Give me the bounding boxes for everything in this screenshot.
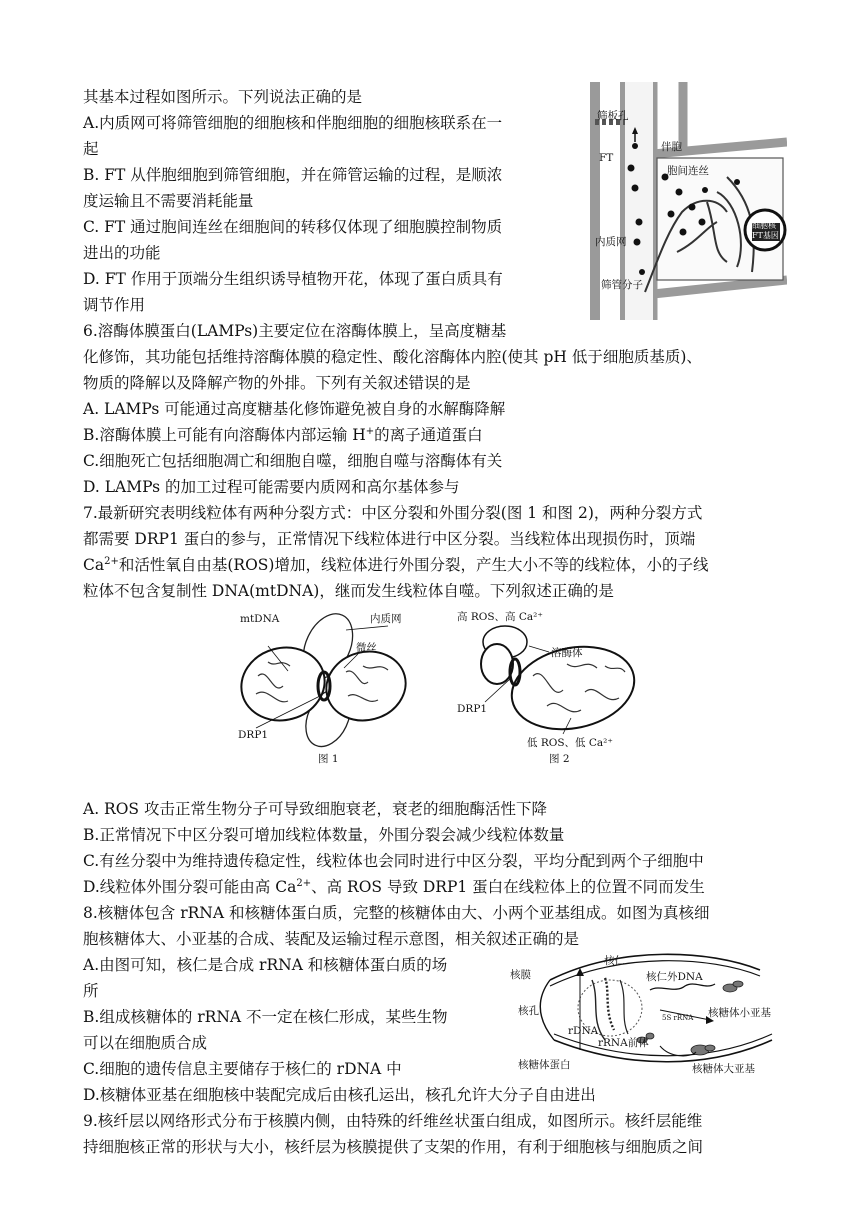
q5-label-ft-gene: FT基因 (752, 231, 779, 240)
q5-option-a-line2: 起 (83, 140, 99, 158)
q8-label-rrna-precursor: rRNA前体 (598, 1037, 649, 1049)
q8-option-b-line1: B.组成核糖体的 rRNA 不一定在核仁形成，某些生物 (83, 1008, 448, 1026)
q7-fig1-drp1: DRP1 (238, 729, 269, 741)
q8-label-ribosomal-protein: 核糖体蛋白 (518, 1059, 571, 1071)
q6-option-a: A. LAMPs 可能通过高度糖基化修饰避免被自身的水解酶降解 (83, 400, 506, 418)
q5-option-b-line1: B. FT 从伴胞细胞到筛管细胞，并在筛管运输的过程，是顺浓 (83, 166, 503, 184)
q5-label-er: 内质网 (595, 236, 627, 248)
q8-label-nuclear-membrane: 核膜 (510, 969, 531, 981)
q7-figure-1 (228, 606, 428, 766)
q7-stem-line2: 都需要 DRP1 蛋白的参与，正常情况下线粒体进行中区分裂。当线粒体出现损伤时，顶端 (83, 530, 696, 548)
q6-stem-line1: 6.溶酶体膜蛋白(LAMPs)主要定位在溶酶体膜上，呈高度糖基 (83, 322, 507, 340)
q7-fig2-caption: 图 2 (549, 753, 570, 765)
q7-stem-line4: 粒体不包含复制性 DNA(mtDNA)，继而发生线粒体自噬。下列叙述正确的是 (83, 582, 614, 600)
q8-option-d: D.核糖体亚基在细胞核中装配完成后由核孔运出，核孔允许大分子自由进出 (83, 1086, 596, 1104)
q8-label-5s-rrna: 5S rRNA (662, 1014, 694, 1022)
q9-stem-line2: 持细胞核正常的形状与大小，核纤层为核膜提供了支架的作用，有利于细胞核与细胞质之间 (83, 1138, 704, 1156)
q7-fig2-drp1: DRP1 (457, 703, 488, 715)
q8-label-nuclear-pore: 核孔 (518, 1005, 539, 1017)
q5-option-c-line2: 进出的功能 (83, 244, 161, 262)
q7-fig1-microfilament: 微丝 (356, 642, 377, 654)
q5-option-a-line1: A.内质网可将筛管细胞的细胞核和伴胞细胞的细胞核联系在一 (83, 114, 503, 132)
q7-option-c: C.有丝分裂中为维持遗传稳定性，线粒体也会同时进行中区分裂，平均分配到两个子细胞中 (83, 852, 704, 870)
q8-option-a-line1: A.由图可知，核仁是合成 rRNA 和核糖体蛋白质的场 (83, 956, 448, 974)
q5-stem: 其基本过程如图所示。下列说法正确的是 (83, 88, 363, 106)
q7-option-d: D.线粒体外围分裂可能由高 $Ca^{2+}$、高 ROS 导致 DRP1 蛋白在线粒体上的位置不同而发生 (83, 877, 705, 896)
q8-stem-line2: 胞核糖体大、小亚基的合成、装配及运输过程示意图，相关叙述正确的是 (83, 930, 580, 948)
q6-option-d: D. LAMPs 的加工过程可能需要内质网和高尔基体参与 (83, 478, 460, 496)
q5-option-d-line1: D. FT 作用于顶端分生组织诱导植物开花，体现了蛋白质具有 (83, 270, 503, 288)
q5-label-sieve-pore: 筛板孔 (597, 110, 629, 122)
q5-option-b-line2: 度运输且不需要消耗能量 (83, 192, 254, 210)
q7-figure-2 (455, 606, 655, 766)
q8-option-a-line2: 所 (83, 982, 99, 1000)
q7-stem-line3: $Ca^{2+}$和活性氧自由基(ROS)增加，线粒体进行外围分裂，产生大小不等的线粒体，小的子线 (83, 555, 709, 574)
q5-label-plasmodesma: 胞间连丝 (667, 165, 709, 177)
q8-option-b-line2: 可以在细胞质合成 (83, 1034, 208, 1052)
q7-fig2-lysosome: 溶酶体 (551, 647, 583, 659)
q5-label-ft: FT (599, 152, 614, 164)
q8-stem-line1: 8.核糖体包含 rRNA 和核糖体蛋白质，完整的核糖体由大、小两个亚基组成。如图为真核细 (83, 904, 710, 922)
q5-option-d-line2: 调节作用 (83, 296, 146, 314)
q5-figure (587, 82, 787, 320)
q8-label-rdna: rDNA (568, 1025, 599, 1037)
q8-label-nucleolus: 核仁 (604, 955, 625, 967)
q7-fig1-mtdna: mtDNA (240, 613, 280, 625)
q8-label-large-subunit: 核糖体大亚基 (692, 1063, 755, 1075)
q6-option-b: B.溶酶体膜上可能有向溶酶体内部运输 H+的离子通道蛋白 (83, 425, 483, 444)
q7-option-a: A. ROS 攻击正常生物分子可导致细胞衰老，衰老的细胞酶活性下降 (83, 800, 547, 818)
q6-option-c: C.细胞死亡包括细胞凋亡和细胞自噬，细胞自噬与溶酶体有关 (83, 452, 503, 470)
q6-stem-line2: 化修饰，其功能包括维持溶酶体膜的稳定性、酸化溶酶体内腔(使其 pH 低于细胞质基质)、 (83, 348, 702, 366)
q7-fig1-caption: 图 1 (318, 753, 339, 765)
q8-label-small-subunit: 核糖体小亚基 (708, 1007, 771, 1019)
q7-fig2-high: 高 ROS、高 Ca²⁺ (457, 611, 543, 623)
q7-stem-line1: 7.最新研究表明线粒体有两种分裂方式：中区分裂和外围分裂(图 1 和图 2)，两种分裂方式 (83, 504, 703, 522)
q5-label-companion: 伴胞 (661, 141, 682, 153)
q7-fig1-er: 内质网 (370, 613, 402, 625)
q7-fig2-low: 低 ROS、低 Ca²⁺ (527, 737, 613, 749)
q7-option-b: B.正常情况下中区分裂可增加线粒体数量，外围分裂会减少线粒体数量 (83, 826, 565, 844)
q8-label-extra-dna: 核仁外DNA (646, 971, 703, 983)
q5-option-c-line1: C. FT 通过胞间连丝在细胞间的转移仅体现了细胞膜控制物质 (83, 218, 503, 236)
q6-stem-line3: 物质的降解以及降解产物的外排。下列有关叙述错误的是 (83, 374, 471, 392)
q8-option-c: C.细胞的遗传信息主要储存于核仁的 rDNA 中 (83, 1060, 402, 1078)
q8-figure (510, 950, 810, 1078)
q5-label-sieve-molecule: 筛管分子 (601, 279, 643, 291)
q5-label-nucleus: 细胞核 (752, 221, 776, 230)
q9-stem-line1: 9.核纤层以网络形式分布于核膜内侧，由特殊的纤维丝状蛋白组成，如图所示。核纤层能维 (83, 1112, 703, 1130)
